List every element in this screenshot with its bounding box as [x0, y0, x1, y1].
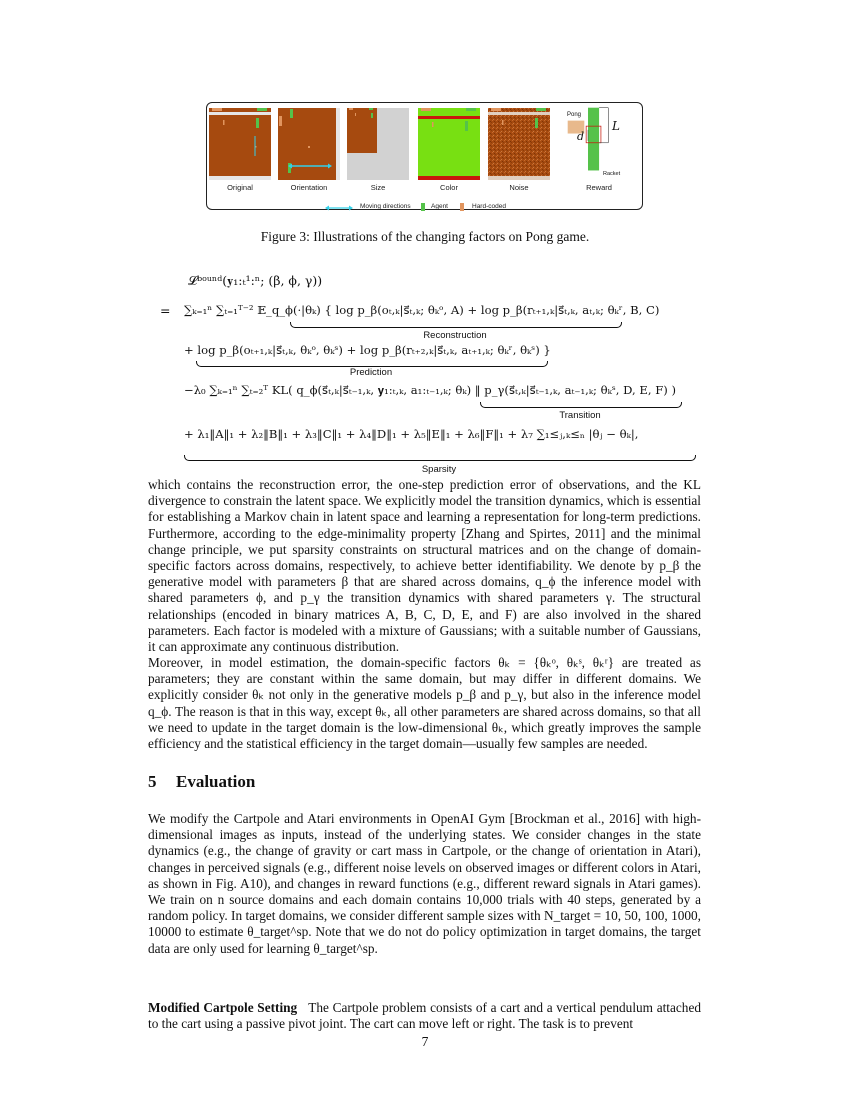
panel-size — [347, 108, 409, 180]
paragraph-3 — [148, 811, 701, 957]
section-heading — [148, 772, 255, 792]
panel-label-original: Original — [227, 183, 253, 192]
paragraph-4 — [148, 1000, 701, 1032]
panel-label-reward: Reward — [586, 183, 612, 192]
reward-racket-label: Racket — [603, 171, 621, 177]
brace-label-sparsity: Sparsity — [421, 464, 457, 475]
brace-sparsity — [184, 455, 696, 461]
panel-color — [418, 108, 480, 180]
brace-label-prediction: Prediction — [349, 367, 393, 378]
panel-label-color: Color — [440, 183, 458, 192]
equation-line-1: 𝓛ᵇᵒᵘⁿᵈ(𝐲₁:ₜ¹:ⁿ; (β, ϕ, γ)) — [188, 273, 323, 288]
equation-line-4: −λ₀ ∑ₖ₌₁ⁿ ∑ₜ₌₂ᵀ KL( q_ϕ(s⃗ₜ,ₖ|s⃗ₜ₋₁,ₖ, 𝐲₁:ₜ,ₖ, a₁:ₜ₋₁,ₖ; θₖ) ‖ p_γ(s⃗ₜ,ₖ|s⃗ₜ₋₁,ₖ, aₜ₋₁,ₖ; θₖˢ, D, E, F) ) — [184, 383, 677, 397]
reward-L-label: L — [612, 119, 620, 133]
brace-reconstruction — [290, 322, 622, 328]
paragraph-2-text: Moreover, in model estimation, the domain-specific factors θₖ = {θₖᵒ, θₖˢ, θₖʳ} are treated as parameters; they are constant within the same domain, but may differ in different domains. We explicitly consider θₖ not only in the generative models p_β and p_γ, but also in the inference model q_ϕ. The reason is that in this way, except θₖ, all other parameters are shared across domains, so that all we need to update in the target domain is the low-dimensional θₖ, which greatly improves the sample efficiency and the statistical efficiency in the target domain—usually few samples are needed. — [148, 655, 701, 752]
section-number: 5 — [148, 772, 157, 791]
paragraph-1 — [148, 477, 701, 655]
page-number: 7 — [421, 1034, 429, 1049]
equation-line-3: + log p_β(oₜ₊₁,ₖ|s⃗ₜ,ₖ, θₖᵒ, θₖˢ) + log p_β(rₜ₊₂,ₖ|s⃗ₜ,ₖ, aₜ₊₁,ₖ; θₖʳ, θₖˢ) } — [184, 343, 551, 357]
legend-hardcoded-swatch — [460, 203, 464, 211]
equation-line-2: ∑ₖ₌₁ⁿ ∑ₜ₌₁ᵀ⁻² 𝔼_q_ϕ(·|θₖ) { log p_β(oₜ,ₖ|s⃗ₜ,ₖ; θₖᵒ, A) + log p_β(rₜ₊₁,ₖ|s⃗ₜ,ₖ, aₜ,ₖ; θₖʳ, B, C) — [184, 303, 660, 317]
panel-original — [209, 108, 271, 180]
legend-hardcoded: Hard-coded — [472, 203, 506, 210]
brace-label-transition: Transition — [559, 410, 601, 421]
legend-agent: Agent — [431, 203, 448, 210]
brace-label-reconstruction: Reconstruction — [423, 330, 487, 341]
paragraph-1-text: which contains the reconstruction error, the one-step prediction error of observations, and the KL divergence to constrain the latent space. We explicitly model the transition dynamics, which is essential for establishing a Markov chain in latent space and learning a representation for long-term predictions. Furthermore, according to the edge-minimality property [Zhang and Spirtes, 2011] and the minimal change principle, we put sparsity constraints on structural matrices and on the change of domain-specific factors across domains, respectively, to achieve better identifiability. We denote by p_β the generative model with parameters β that are shared across domains, q_ϕ the inference model with shared parameters ϕ, and p_γ the transition dynamics with shared parameters γ. The structural relationships (encoded in binary matrices A, B, C, D, E, and F) are also involved in the shared parameters. Each factor is modeled with a mixture of Gaussians; with a suitable number of Gaussians, it can approximate any continuous distribution. — [148, 477, 701, 655]
brace-transition — [480, 402, 682, 408]
paragraph-2 — [148, 655, 701, 752]
panel-label-size: Size — [370, 183, 386, 192]
section-title: Evaluation — [176, 772, 256, 791]
panel-label-orientation: Orientation — [290, 183, 328, 192]
reward-d-label: d — [577, 130, 585, 143]
panel-orientation — [278, 108, 340, 180]
paragraph-4-text: The Cartpole problem consists of a cart and a vertical pendulum attached to the cart using a passive pivot joint. The cart can move left or right. The task is to prevent — [148, 1000, 701, 1032]
legend-moving: Moving directions — [360, 203, 411, 210]
paragraph-4-heading: Modified Cartpole Setting — [148, 1000, 298, 1015]
figure-caption: Figure 3: Illustrations of the changing factors on Pong game. — [260, 229, 590, 244]
moving-directions-arrow-icon — [324, 204, 354, 212]
reward-pong-label: Pong — [567, 112, 582, 118]
legend-agent-swatch — [421, 203, 425, 211]
panel-label-noise: Noise — [509, 183, 529, 192]
equation-equals: = — [160, 303, 171, 318]
equation-line-5: + λ₁‖A‖₁ + λ₂‖B‖₁ + λ₃‖C‖₁ + λ₄‖D‖₁ + λ₅‖E‖₁ + λ₆‖F‖₁ + λ₇ ∑₁≤ⱼ,ₖ≤ₙ |θⱼ − θₖ|, — [184, 427, 639, 441]
panel-noise — [488, 108, 550, 180]
paragraph-3-text: We modify the Cartpole and Atari environments in OpenAI Gym [Brockman et al., 2016] with high-dimensional images as inputs, instead of the underlying states. We consider changes in the state dynamics (e.g., the change of gravity or cart mass in Cartpole, or the change of orientation in Atari), changes in perceived signals (e.g., different noise levels on observed images or different colors in Atari, as shown in Fig. A10), and changes in reward functions (e.g., different reward signals in Atari games). We train on n source domains and each domain contains 10,000 trials with 40 steps, generated by a random policy. In target domains, we consider different sample sizes with N_target = 10, 50, 100, 1000, 10000 to estimate θ_target^sp. Note that we do not do policy optimization in target domains, the target data are only used for learning θ_target^sp. — [148, 811, 701, 956]
